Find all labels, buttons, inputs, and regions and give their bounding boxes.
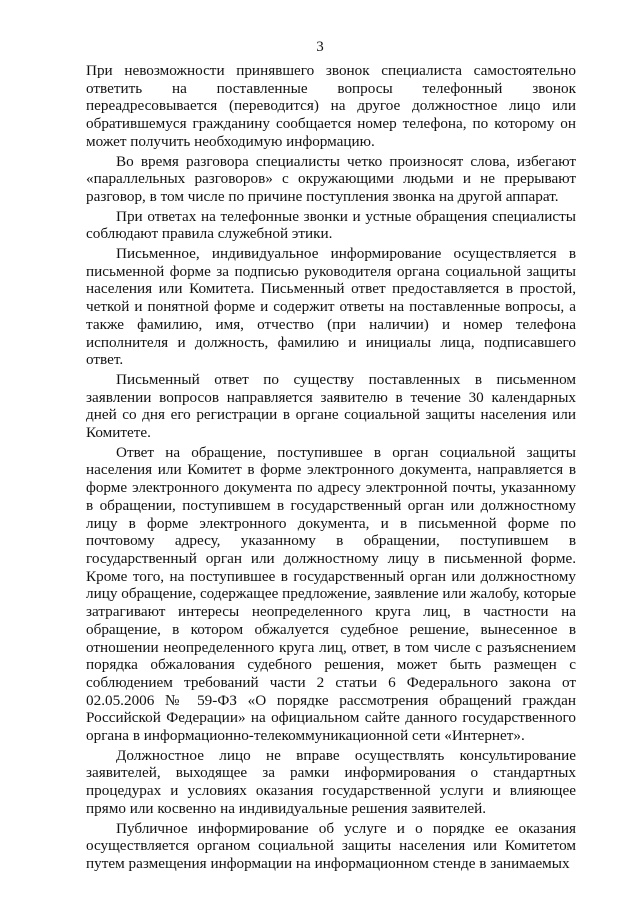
paragraph: Письменный ответ по существу поставленных в письменном заявлении вопросов направляется заявителю в течение 30 календарных дней со дня его регистрации в органе социальной защиты населения или Комитете.	[86, 370, 576, 442]
body-text	[86, 62, 576, 875]
paragraph: При невозможности принявшего звонок специалиста самостоятельно ответить на поставленные вопросы телефонный звонок переадресовывается (переводится) на другое должностное лицо или обратившемуся гражданину сообщается номер телефона, по которому он может получить необходимую информацию.	[86, 62, 576, 150]
paragraph: Во время разговора специалисты четко произносят слова, избегают «параллельных разговоров» с окружающими людьми и не прерывают разговор, в том числе по причине поступления звонка на другой аппарат.	[86, 152, 576, 205]
paragraph: При ответах на телефонные звонки и устные обращения специалисты соблюдают правила служебной этики.	[86, 207, 576, 243]
paragraph: Письменное, индивидуальное информирование осуществляется в письменной форме за подписью руководителя органа социальной защиты населения или Комитета. Письменный ответ предоставляется в простой, четкой и понятной форме и содержит ответы на поставленные вопросы, а также фамилию, имя, отчество (при наличии) и номер телефона исполнителя и должность, фамилию и инициалы лица, подписавшего ответ.	[86, 245, 576, 369]
paragraph: Ответ на обращение, поступившее в орган социальной защиты населения или Комитет в форме электронного документа, направляется в форме электронного документа по адресу электронной почты, указанному в обращении, поступившем в государственный орган или должностному лицу в форме электронного документа, и в письменной форме по почтовому адресу, указанному в обращении, поступившем в государственный орган или должностному лицу в письменной форме. Кроме того, на поступившее в государственный орган или должностному лицу обращение, содержащее предложение, заявление или жалобу, которые затрагивают интересы неопределенного круга лиц, в частности на обращение, в котором обжалуется судебное решение, вынесенное в отношении неопределенного круга лиц, ответ, в том числе с разъяснением порядка обжалования судебного решения, может быть размещен с соблюдением требований части 2 статьи 6 Федерального закона от 02.05.2006 № 59-ФЗ «О порядке рассмотрения обращений граждан Российской Федерации» на официальном сайте данного государственного органа в информационно-телекоммуникационной сети «Интернет».	[86, 443, 576, 745]
paragraph: Должностное лицо не вправе осуществлять консультирование заявителей, выходящее за рамки информирования о стандартных процедурах и условиях оказания государственной услуги и влияющее прямо или косвенно на индивидуальные решения заявителей.	[86, 746, 576, 817]
page-number: 3	[316, 39, 324, 55]
paragraph: Публичное информирование об услуге и о порядке ее оказания осуществляется органом социальной защиты населения или Комитетом путем размещения информации на информационном стенде в занимаемых	[86, 819, 576, 872]
